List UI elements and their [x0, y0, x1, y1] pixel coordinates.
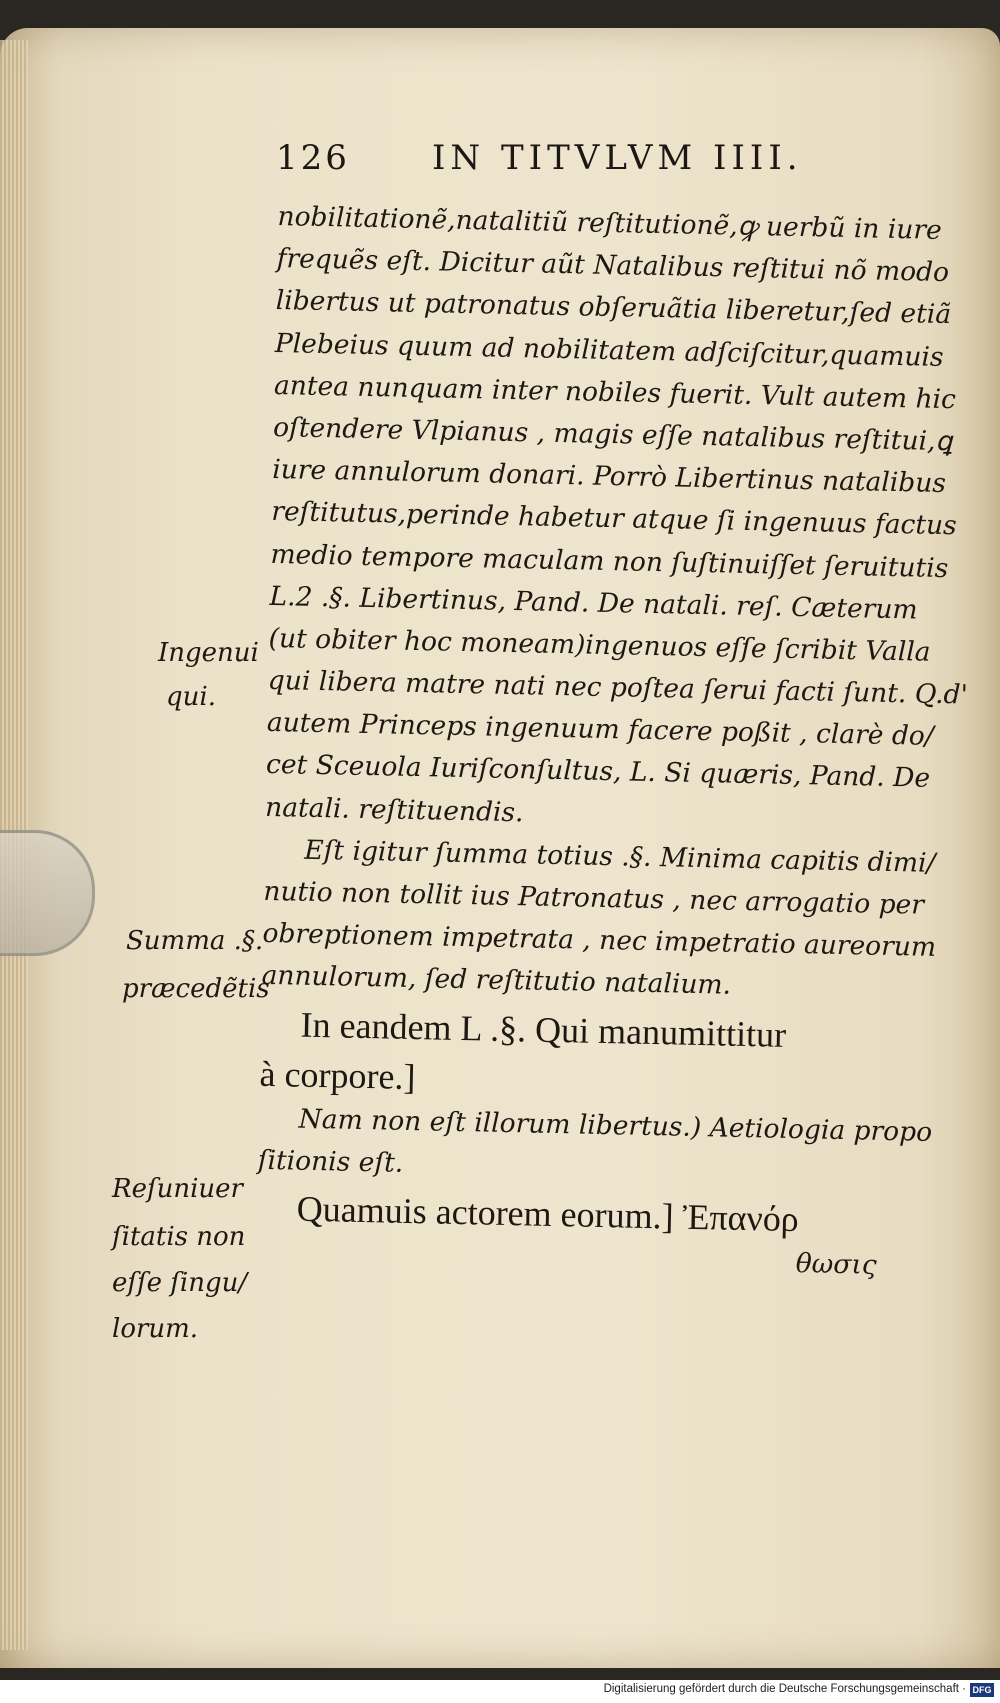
text-line: medio tempore maculam non ſuſtinuiſſet ſeruitutis	[270, 538, 949, 584]
text-line: cet Sceuola Iuriſconſultus, L. Si quæris, Pand. De	[265, 749, 931, 795]
text-line: antea nunquam inter nobiles fuerit. Vult autem hic	[273, 369, 957, 415]
dfg-logo-icon: DFG	[970, 1683, 994, 1697]
funding-credit: Digitalisierung gefördert durch die Deutsche Forschungsgemeinschaft ·	[603, 1683, 966, 1695]
text-line: autem Princeps ingenuum facere poßit , clarè do/	[266, 707, 935, 753]
text-line: nobilitationẽ,natalitiũ reſtitutionẽ,ꝙ uerbũ in iure	[277, 200, 943, 246]
margin-note: Ingenui	[158, 638, 259, 668]
text-line: L.2 .§. Libertinus, Pand. De natali. reſ. Cæterum	[269, 580, 918, 626]
margin-note: eſſe ſingu/	[112, 1268, 248, 1298]
text-line: Eſt igitur ſumma totius .§. Minima capitis dimi/	[303, 834, 936, 879]
text-line: iure annulorum donari. Porrò Libertinus natalibus	[271, 454, 947, 500]
text-line: reſtitutus,perinde habetur atque ſi ingenuus factus	[271, 496, 958, 542]
margin-note: ſitatis non	[112, 1222, 246, 1252]
text-line: (ut obiter hoc moneam)ingenuos eſſe ſcribit Valla	[268, 622, 931, 668]
text-line: qui libera matre nati nec poſtea ſerui facti ſunt. Q.d'	[267, 664, 969, 711]
margin-note: Reſuniuer	[112, 1174, 243, 1204]
margin-note: Summa .§.	[126, 926, 264, 956]
running-title: IN TITVLVM IIII.	[432, 138, 803, 178]
text-line: ſitionis eſt.	[257, 1144, 404, 1179]
section-heading: In eandem L .§. Qui manumittitur	[300, 1004, 787, 1055]
text-line: frequẽs eſt. Dicitur aũt Natalibus reſtitui nõ modo	[276, 243, 950, 289]
text-line: Plebeius quum ad nobilitatem adſciſcitur,quamuis	[274, 327, 944, 373]
text-line: natali. reſtituendis.	[264, 791, 524, 828]
text-line: annulorum, ſed reſtitutio natalium.	[261, 960, 732, 1002]
text-line: nutio non tollit ius Patronatus , nec arrogatio per	[263, 875, 925, 921]
text-line: θωσις	[795, 1248, 877, 1281]
margin-note: præcedẽtis	[122, 974, 270, 1004]
margin-note: lorum.	[112, 1314, 199, 1344]
text-line: obreptionem impetrata , nec impetratio aureorum	[262, 918, 937, 964]
section-heading: à corpore.]	[259, 1053, 416, 1097]
text-line: oſtendere Vlpianus , magis eſſe natalibus reſtitui,ꝗ	[272, 411, 953, 458]
main-text-block	[255, 196, 969, 1288]
margin-note: qui.	[166, 682, 216, 712]
text-line: libertus ut patronatus obſeruãtia liberetur,ſed etiã	[275, 285, 952, 331]
lemma-heading: Quamuis actorem eorum.] Ἐπανόρ	[296, 1188, 800, 1240]
page-header	[276, 138, 836, 184]
text-line: Nam non eſt illorum libertus.) Aetiologia propo	[298, 1103, 933, 1148]
page-number: 126	[276, 138, 350, 178]
